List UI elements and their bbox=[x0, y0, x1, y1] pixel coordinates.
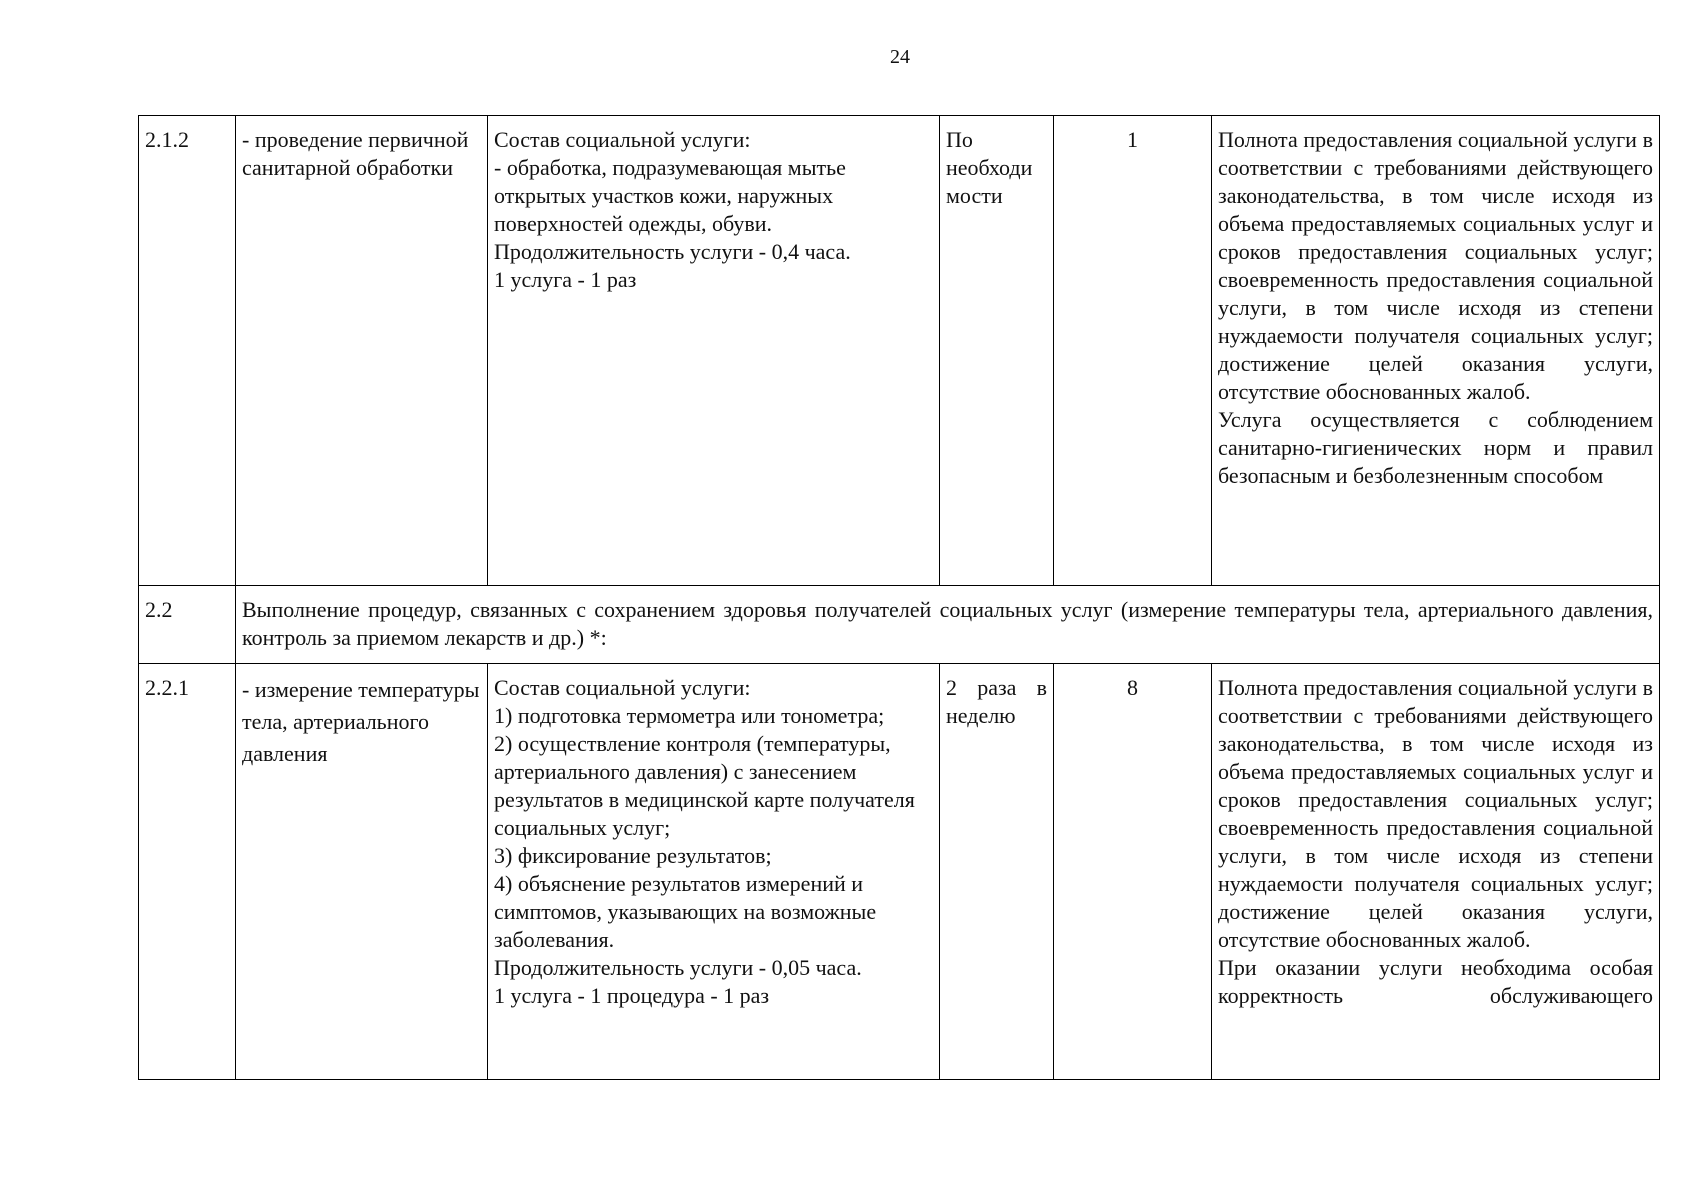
service-frequency: 2 раза в неделю bbox=[940, 664, 1054, 1080]
criteria-paragraph: Полнота предоставления социальной услуги в соответствии с требованиями действующего законодательства, в том числе исходя из объема предоставляемых социальных услуг и сроков предоставления социальных услуг; своевременность предоставления социальной услуги, в том числе исходя из степени нуждаемости получателя социальных услуг; достижение целей оказания услуги, отсутствие обоснованных жалоб. bbox=[1218, 675, 1653, 952]
service-volume: 8 bbox=[1054, 664, 1212, 1080]
service-name bbox=[236, 116, 488, 586]
content-line: 4) объяснение результатов измерений и симптомов, указывающих на возможные заболевания. bbox=[494, 871, 877, 952]
table-row bbox=[139, 116, 1660, 586]
services-table bbox=[138, 115, 1660, 1080]
content-line: - обработка, подразумевающая мытье открытых участков кожи, наружных поверхностей одежды, обуви. bbox=[494, 155, 846, 236]
row-number: 2.2.1 bbox=[139, 664, 236, 1080]
content-line: Состав социальной услуги: bbox=[494, 675, 751, 700]
content-line: Состав социальной услуги: bbox=[494, 127, 751, 152]
content-line: Продолжительность услуги - 0,05 часа. bbox=[494, 955, 862, 980]
row-number: 2.2 bbox=[139, 586, 236, 664]
criteria-paragraph: При оказании услуги необходима особая корректность обслуживающего bbox=[1218, 955, 1653, 1008]
content-line: 1 услуга - 1 процедура - 1 раз bbox=[494, 983, 770, 1008]
content-line: 1) подготовка термометра или тонометра; bbox=[494, 703, 885, 728]
service-criteria bbox=[1212, 116, 1660, 586]
content-line: Продолжительность услуги - 0,4 часа. bbox=[494, 239, 851, 264]
service-name-text: - проведение первичной санитарной обработки bbox=[242, 127, 469, 180]
page-number: 24 bbox=[890, 46, 910, 68]
row-number: 2.1.2 bbox=[139, 116, 236, 586]
content-line: 2) осуществление контроля (температуры, артериального давления) с занесением результатов в медицинской карте получателя социальных услуг; bbox=[494, 731, 915, 840]
table-row bbox=[139, 664, 1660, 1080]
service-content bbox=[488, 116, 940, 586]
criteria-paragraph: Услуга осуществляется с соблюдением санитарно-гигиенических норм и правил безопасным и безболезненным способом bbox=[1218, 407, 1653, 488]
table-row bbox=[139, 586, 1660, 664]
content-line: 3) фиксирование результатов; bbox=[494, 843, 772, 868]
criteria-paragraph: Полнота предоставления социальной услуги в соответствии с требованиями действующего законодательства, в том числе исходя из объема предоставляемых социальных услуг и сроков предоставления социальных услуг; своевременность предоставления социальной услуги, в том числе исходя из степени нуждаемости получателя социальных услуг; достижение целей оказания услуги, отсутствие обоснованных жалоб. bbox=[1218, 127, 1653, 404]
service-name: - измерение температуры тела, артериального давления bbox=[236, 664, 488, 1080]
service-criteria bbox=[1212, 664, 1660, 1080]
service-volume: 1 bbox=[1054, 116, 1212, 586]
service-content bbox=[488, 664, 940, 1080]
section-title: Выполнение процедур, связанных с сохранением здоровья получателей социальных услуг (измерение температуры тела, артериального давления, контроль за приемом лекарств и др.) *: bbox=[236, 586, 1660, 664]
service-frequency: По необходи мости bbox=[940, 116, 1054, 586]
content-line: 1 услуга - 1 раз bbox=[494, 267, 637, 292]
